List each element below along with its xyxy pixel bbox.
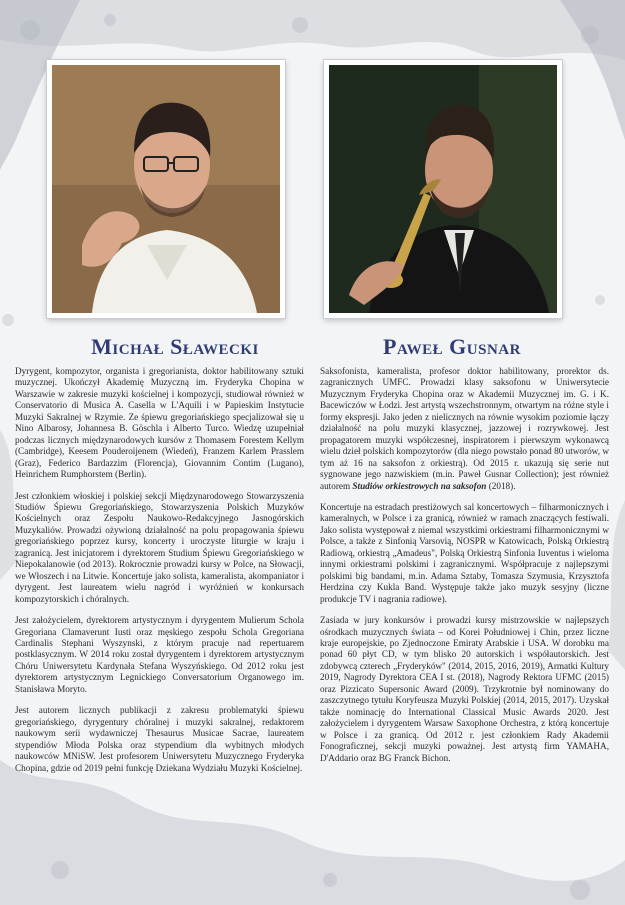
portrait-pawel-gusnar	[324, 60, 562, 318]
bio-paragraph: Jest założycielem, dyrektorem artystycznym i dyrygentem Mulierum Schola Gregoriana Clamaverunt Iusti oraz męskiego zespołu Schola Gregoriana Cardinalis Stephani Wyszynski, z którym pracuje nad repertuarem postklasycznym. W 2014 roku został dyrygentem i dyrektorem artystycznym Chóru Uniwersytetu Kardynała Stefana Wyszyńskiego. Od 2012 roku jest dyrektorem artystycznym Legnickiego Conversatorium Organowego im. Stanisława Moryto.	[15, 615, 304, 694]
bio-paragraph	[320, 366, 609, 492]
bio-paragraph: Jest autorem licznych publikacji z zakresu problematyki śpiewu gregoriańskiego, dyrygentury chóralnej i muzyki sakralnej, redaktorem naukowym serii wydawniczej Thesaurus Musicae Sacrae, laureatem stypendiów Młoda Polska oraz stypendium dla wybitnych młodych naukowców MNiSW. Jest profesorem Uniwersytetu Muzycznego Fryderyka Chopina, gdzie od 2019 pełni funkcję Dziekana Wydziału Muzyki Kościelnej.	[15, 705, 304, 773]
bio-paragraph: Zasiada w jury konkursów i prowadzi kursy mistrzowskie w najlepszych ośrodkach muzycznych świata – od Korei Południowej i Chin, przez liczne kraje europejskie, po Zjednoczone Emiraty Arabskie i USA. W dorobku ma ponad 60 płyt CD, w tym blisko 20 autorskich i współautorskich. Jest zdobywcą czterech „Fryderyków" (2014, 2015, 2016, 2019), Armatki Kultury 2019, Nagrody Dyrektora CEA I st. (2018), Nagrody Rektora UFMC (2015) oraz Pizzicato Supersonic Award (2009). Trzykrotnie był nominowany do zaszczytnego tytułu Koryfeusza Muzyki Polskiej (2014, 2015, 2017). Uzyskał także nominację do International Classical Music Awards 2020. Jest założycielem i dyrygentem Warsaw Saxophone Orchestra, z którą koncertuje w Polsce i za granicą. Od 2012 r. jest członkiem Rady Akademii Fonograficznej, sekcji muzyki poważnej. Jest artystą firm YAMAHA, D'Addario oraz BG Franck Bichon.	[320, 615, 609, 763]
portrait-michal-slawecki	[47, 60, 285, 318]
bio-michal-slawecki	[15, 366, 304, 784]
name-pawel-gusnar: Paweł Gusnar	[383, 334, 521, 359]
name-michal-slawecki: Michał Sławecki	[91, 334, 259, 359]
bio-text: Saksofonista, kameralista, profesor doktor habilitowany, prorektor ds. zagranicznych UMFC. Prowadzi klasy saksofonu w Uniwersytecie Muzycznym Fryderyka Chopina oraz w Akademii Muzycznej im. G. i K. Bacewiczów w Łodzi. Jest artystą wszechstronnym, otwartym na różne style i formy ekspresji. Jako jeden z nielicznych na równie wysokim poziomie łączy działalność na polu muzyki klasycznej, jazzowej i rozrywkowej. Jest propagatorem muzyki współczesnej, inspiratorem i pierwszym wykonawcą wielu dzieł polskich kompozytorów (dla niego powstało ponad 80 utworów, w tym aż 16 na saksofon z orkiestrą). Od 2015 r. ukazują się serie nut sygnowane jego nazwiskiem (m.in. Paweł Gusnar Collection); jest również autorem	[320, 366, 609, 491]
bio-paragraph: Jest członkiem włoskiej i polskiej sekcji Międzynarodowego Stowarzyszenia Studiów Śpiewu Gregoriańskiego, Stowarzyszenia Polskich Muzyków Kościelnych oraz Zespołu Naukowo-Redakcyjnego Jasnogórskich Muzykaliów. Prowadzi ożywioną działalność na polu propagowania śpiewu gregoriańskiego poprzez kursy, koncerty i uroczyste liturgie w kraju i zagranicą. Jest inicjatorem i dyrektorem Studium Śpiewu Gregoriańskiego w Niepokalanowie (od 2013). Rokrocznie prowadzi kursy w Polce, na Słowacji, we Włoszech i na Litwie. Koncertuje jako solista, kameralista, akompaniator i dyrygent. Jest laureatem wielu nagród i wyróżnień w konkursach kompozytorskich i chóralnych.	[15, 490, 304, 604]
bio-pawel-gusnar	[320, 366, 609, 774]
bio-text: (2018).	[486, 480, 516, 491]
bio-paragraph: Dyrygent, kompozytor, organista i gregorianista, doktor habilitowany sztuki muzycznej. Ukończył Akademię Muzyczną im. Fryderyka Chopina w Warszawie w zakresie muzyki kościelnej i kompozycji, studiował również w Conservatorio di Musica A. Casella w L'Aquili i w Papieskim Instytucie Muzyki Sakralnej w Rzymie. Ze śpiewu gregoriańskiego specjalizował się u Nino Albarosy, Johannesa B. Göschla i Alberto Turco. Wiedzę uzupełniał podczas licznych międzynarodowych kursów z Thomasem Forestem Kellym (Cambridge), Keesem Pouderoijenem (Wiedeń), Franzem Karlem Prasslem (Graz), Federico Bardazzim (Florencja), Giovannim Contim (Lugano), Heinrichem Rumphorstem (Berlin).	[15, 366, 304, 480]
bio-title-emphasis: Studiów orkiestrowych na saksofon	[352, 480, 487, 491]
bio-paragraph: Koncertuje na estradach prestiżowych sal koncertowych – filharmonicznych i kameralnych, w Polsce i za granicą, również w ramach znaczących festiwali. Jako solista występował z niemal wszystkimi orkiestrami filharmonicznymi w Polsce, a także z Sinfonią Varsovią, NOSPR w Katowicach, Polską Orkiestrą Radiową, orkiestrą „Amadeus", Polską Orkiestrą Sinfonia Iuventus i wieloma innymi orkiestrami polskimi i zagranicznymi. Współpracuje z najlepszymi polskimi big bandami, m.in. Adama Sztaby, Tomasza Szymusia, Krzysztofa Herdzina czy Kukla Band. Występuje także jako muzyk sesyjny (liczne produkcje TV i nagrania radiowe).	[320, 501, 609, 604]
